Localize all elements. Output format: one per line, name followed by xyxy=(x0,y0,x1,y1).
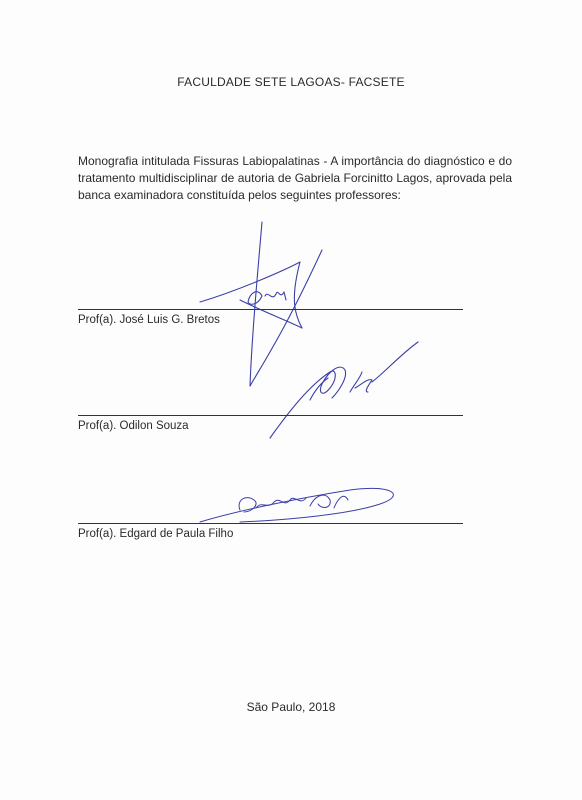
examiner-name-3: Prof(a). Edgard de Paula Filho xyxy=(78,528,234,540)
signature-line-3 xyxy=(78,523,463,524)
examiner-name-2: Prof(a). Odilon Souza xyxy=(78,420,189,432)
examiner-name-1: Prof(a). José Luis G. Bretos xyxy=(78,314,220,326)
institution-title: FACULDADE SETE LAGOAS- FACSETE xyxy=(177,75,405,89)
approval-paragraph: Monografia intitulada Fissuras Labiopalatinas - A importância do diagnóstico e do tratamento multidisciplinar de autoria de Gabriela Forcinitto Lagos, aprovada pela banca examinadora constituída pelos seguintes professores: xyxy=(78,154,512,202)
place-date: São Paulo, 2018 xyxy=(246,700,336,714)
